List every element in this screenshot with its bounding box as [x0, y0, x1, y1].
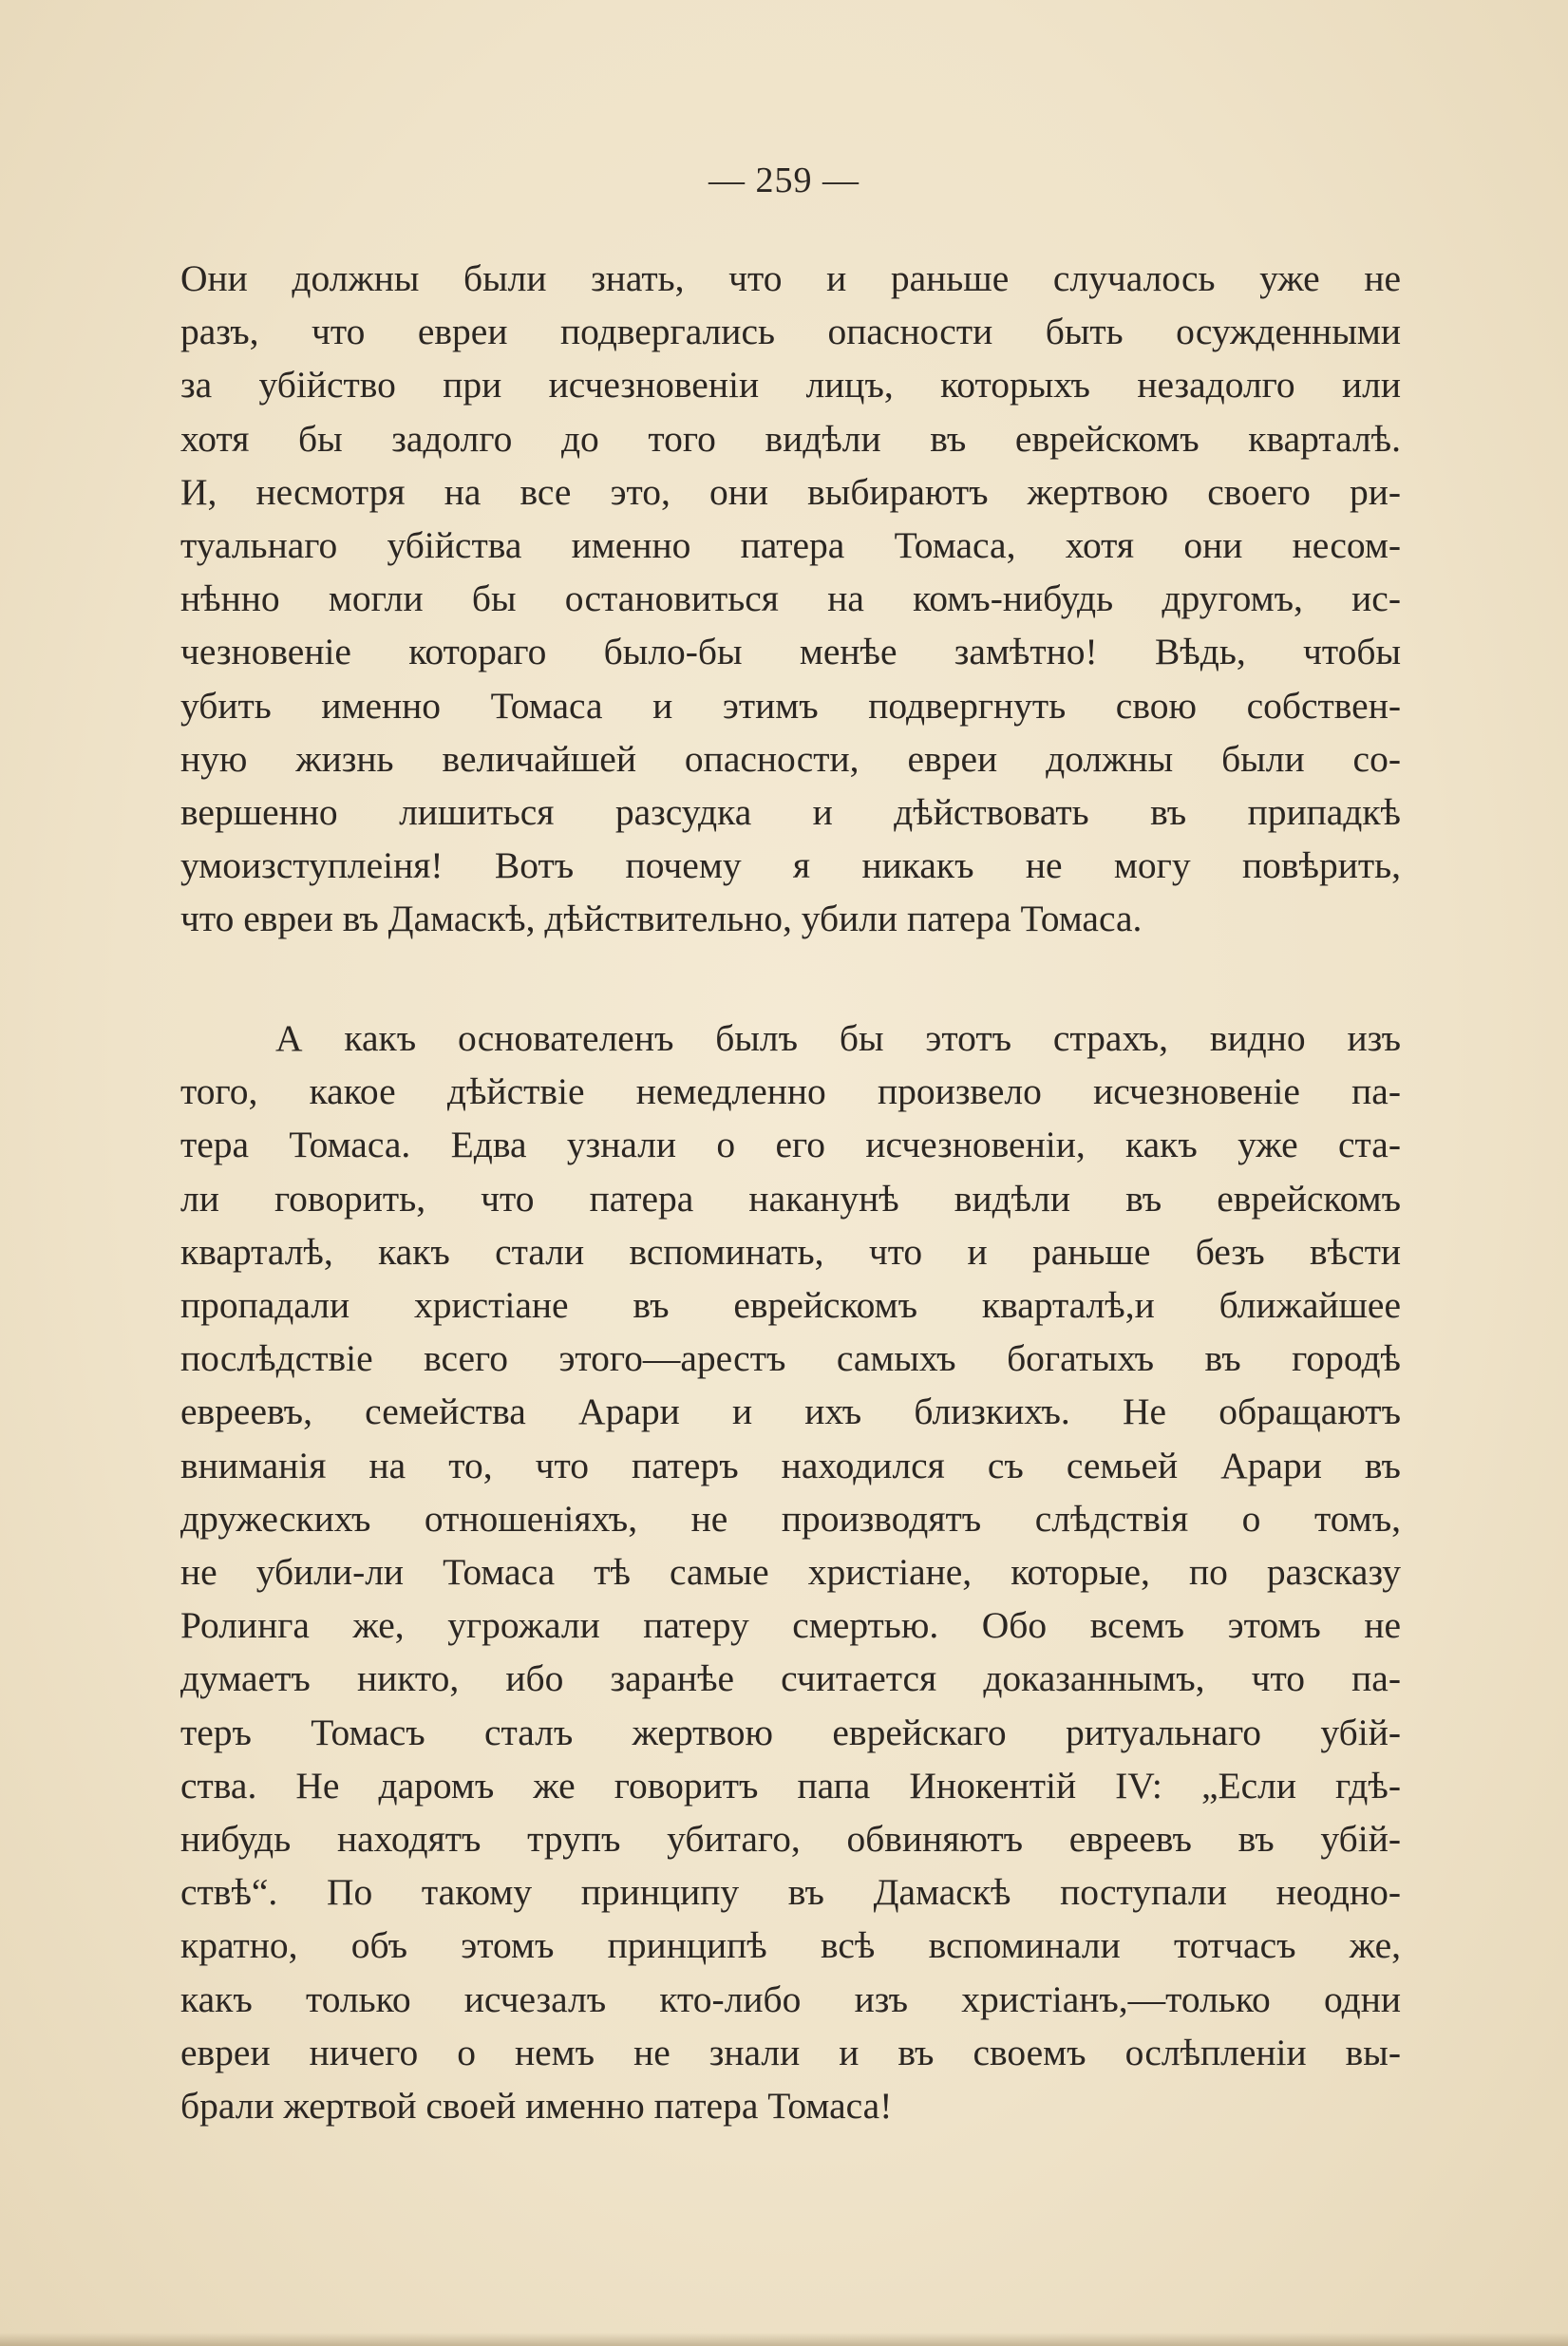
text-line: убить именно Томаса и этимъ подвергнуть свою собствен- [180, 684, 1401, 727]
paragraph-1 [180, 252, 1401, 946]
text-line: дружескихъ отношеніяхъ, не производятъ слѣдствія о томъ, [180, 1497, 1401, 1540]
text-line: вершенно лишиться разсудка и дѣйствовать въ припадкѣ [180, 791, 1401, 834]
text-line: ствѣ“. По такому принципу въ Дамаскѣ поступали неодно- [180, 1871, 1401, 1914]
text-line: вниманія на то, что патеръ находился съ семьей Арари въ [180, 1444, 1401, 1486]
page-number: — 259 — [708, 161, 860, 200]
text-line: А какъ основателенъ былъ бы этотъ страхъ, видно изъ [275, 1017, 1401, 1059]
text-line: нибудь находятъ трупъ убитаго, обвиняютъ евреевъ въ убій- [180, 1818, 1401, 1861]
text-line: ства. Не даромъ же говоритъ папа Инокентій IV: „Если гдѣ- [180, 1764, 1401, 1807]
text-line: нѣнно могли бы остановиться на комъ-нибудь другомъ, ис- [180, 577, 1401, 620]
text-line: пропадали христіане въ еврейскомъ кварталѣ,и ближайшее [180, 1284, 1401, 1327]
text-line: теръ Томасъ сталъ жертвою еврейскаго ритуальнаго убій- [180, 1711, 1401, 1753]
text-line: тера Томаса. Едва узнали о его исчезновеніи, какъ уже ста- [180, 1124, 1401, 1166]
text-line: кратно, объ этомъ принципѣ всѣ вспоминали тотчасъ же, [180, 1924, 1401, 1967]
page-bottom-edge [0, 2333, 1568, 2346]
text-line: что евреи въ Дамаскѣ, дѣйствительно, убили патера Томаса. [180, 898, 1143, 940]
text-line: Они должны были знать, что и раньше случалось уже не [180, 257, 1401, 299]
text-line: не убили-ли Томаса тѣ самые христіане, которые, по разсказу [180, 1551, 1401, 1594]
text-line: какъ только исчезалъ кто-либо изъ христіанъ,—только одни [180, 1977, 1401, 2020]
text-line: думаетъ никто, ибо заранѣе считается доказаннымъ, что па- [180, 1657, 1401, 1700]
text-line: хотя бы задолго до того видѣли въ еврейскомъ кварталѣ. [180, 417, 1401, 460]
text-line: И, несмотря на все это, они выбираютъ жертвою своего ри- [180, 470, 1401, 513]
text-line: брали жертвой своей именно патера Томаса! [180, 2085, 893, 2128]
text-line: ную жизнь величайшей опасности, евреи должны были со- [180, 737, 1401, 780]
text-line: того, какое дѣйствіе немедленно произвело исчезновеніе па- [180, 1070, 1401, 1113]
text-line: евреи ничего о немъ не знали и въ своемъ ослѣпленіи вы- [180, 2031, 1401, 2073]
text-line: кварталѣ, какъ стали вспоминать, что и раньше безъ вѣсти [180, 1230, 1401, 1273]
paragraph-2 [180, 1012, 1401, 2132]
text-line: за убійство при исчезновеніи лицъ, которыхъ незадолго или [180, 364, 1401, 407]
text-line: умоизступлеіня! Вотъ почему я никакъ не могу повѣрить, [180, 844, 1401, 887]
text-line: ли говорить, что патера наканунѣ видѣли въ еврейскомъ [180, 1177, 1401, 1220]
text-line: послѣдствіе всего этого—арестъ самыхъ богатыхъ въ городѣ [180, 1337, 1401, 1380]
text-line: евреевъ, семейства Арари и ихъ близкихъ. Не обращаютъ [180, 1391, 1401, 1433]
text-line: разъ, что евреи подвергались опасности быть осужденными [180, 311, 1401, 353]
text-line: чезновеніе котораго было-бы менѣе замѣтно! Вѣдь, чтобы [180, 631, 1401, 673]
text-line: туальнаго убійства именно патера Томаса, хотя они несом- [180, 524, 1401, 567]
text-line: Ролинга же, угрожали патеру смертью. Обо всемъ этомъ не [180, 1604, 1401, 1647]
